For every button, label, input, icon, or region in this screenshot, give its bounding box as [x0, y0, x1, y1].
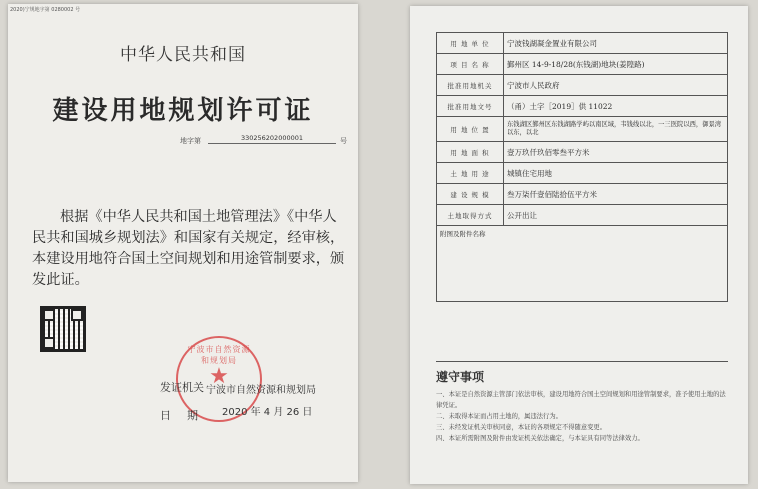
- issuer-label: 发证机关: [160, 381, 204, 394]
- issuer-name: 宁波市自然资源和规划局: [206, 385, 316, 396]
- row-value: 壹万玖仟玖佰零叁平方米: [504, 142, 728, 163]
- certificate-details-page: [410, 6, 748, 484]
- notice-item: 四、本证所需附图及附件由发证机关依法确定，与本证具有同等法律效力。: [436, 435, 644, 442]
- row-label: 用 地 位 置: [437, 117, 504, 142]
- qr-code-icon: [40, 306, 86, 352]
- row-value: 城镇住宅用地: [504, 163, 728, 184]
- qr-finder-pattern: [71, 309, 83, 321]
- qr-finder-pattern: [43, 337, 55, 349]
- seal-text: 宁波市自然资源和规划局: [187, 345, 251, 365]
- certificate-number-suffix: 号: [340, 137, 347, 145]
- notice-item: 二、未取得本证而占用土地的，属违法行为。: [436, 413, 562, 420]
- table-row: [437, 54, 728, 75]
- notice-title: 遵守事项: [436, 370, 485, 384]
- qr-finder-pattern: [43, 309, 55, 321]
- notice-section: [436, 361, 728, 444]
- seal-star-icon: ★: [209, 364, 229, 389]
- country-name: 中华人民共和国: [120, 45, 246, 65]
- notice-item: 三、未经发证机关审核同意，本证的各项规定不得随意变更。: [436, 424, 607, 431]
- row-value: 宁波市人民政府: [504, 75, 728, 96]
- row-value: 鄞州区 14-9-18/28(东钱湖)地块(姜隍路): [504, 54, 728, 75]
- row-label: 用 地 单 位: [437, 33, 504, 54]
- row-value: 叁万柒仟壹佰陆拾伍平方米: [504, 184, 728, 205]
- date-label: 日期: [160, 409, 214, 422]
- row-value: 东钱湖区鄞州区东钱湖路学屿以南区域，韦钱线以北，一三医院以西，御景湾以东，以北: [504, 117, 728, 142]
- table-row: [437, 33, 728, 54]
- notice-item: 一、本证是自然资源主管部门依法审核，建设用地符合国土空间规划和用途管制要求，准予使用土地的法律凭证。: [436, 391, 726, 409]
- row-label: 土地取得方式: [437, 205, 504, 226]
- table-row: [437, 163, 728, 184]
- certificate-front-page: [8, 4, 358, 482]
- table-row: [437, 205, 728, 226]
- table-row: [437, 142, 728, 163]
- row-label: 土 地 用 途: [437, 163, 504, 184]
- row-label: 批准用地机关: [437, 75, 504, 96]
- row-label: 项 目 名 称: [437, 54, 504, 75]
- table-row: [437, 226, 728, 302]
- row-label: 批准用地文号: [437, 96, 504, 117]
- certificate-number: 330256202000001: [208, 134, 336, 144]
- row-value: （甬）土字［2019］供 11022: [504, 96, 728, 117]
- row-label: 用 地 面 积: [437, 142, 504, 163]
- corner-code: 2020)宁规地字第 0280002 号: [10, 7, 81, 13]
- row-value: 公开出让: [504, 205, 728, 226]
- row-value: 宁波钱湖凝金置业有限公司: [504, 33, 728, 54]
- table-row: [437, 117, 728, 142]
- row-label: 建 设 规 模: [437, 184, 504, 205]
- land-info-table: [436, 32, 728, 302]
- certificate-number-label: 地字第: [180, 137, 201, 145]
- table-row: [437, 96, 728, 117]
- attachments-label: 附图及附件名称: [437, 226, 728, 302]
- table-row: [437, 184, 728, 205]
- document-title: 建设用地规划许可证: [52, 96, 314, 126]
- issue-date: 2020 年 4 月 26 日: [222, 407, 313, 418]
- table-row: [437, 75, 728, 96]
- certificate-body-text: 根据《中华人民共和国土地管理法》《中华人民共和国城乡规划法》和国家有关规定，经审核，本建设用地符合国土空间规划和用途管制要求，颁发此证。: [32, 209, 345, 288]
